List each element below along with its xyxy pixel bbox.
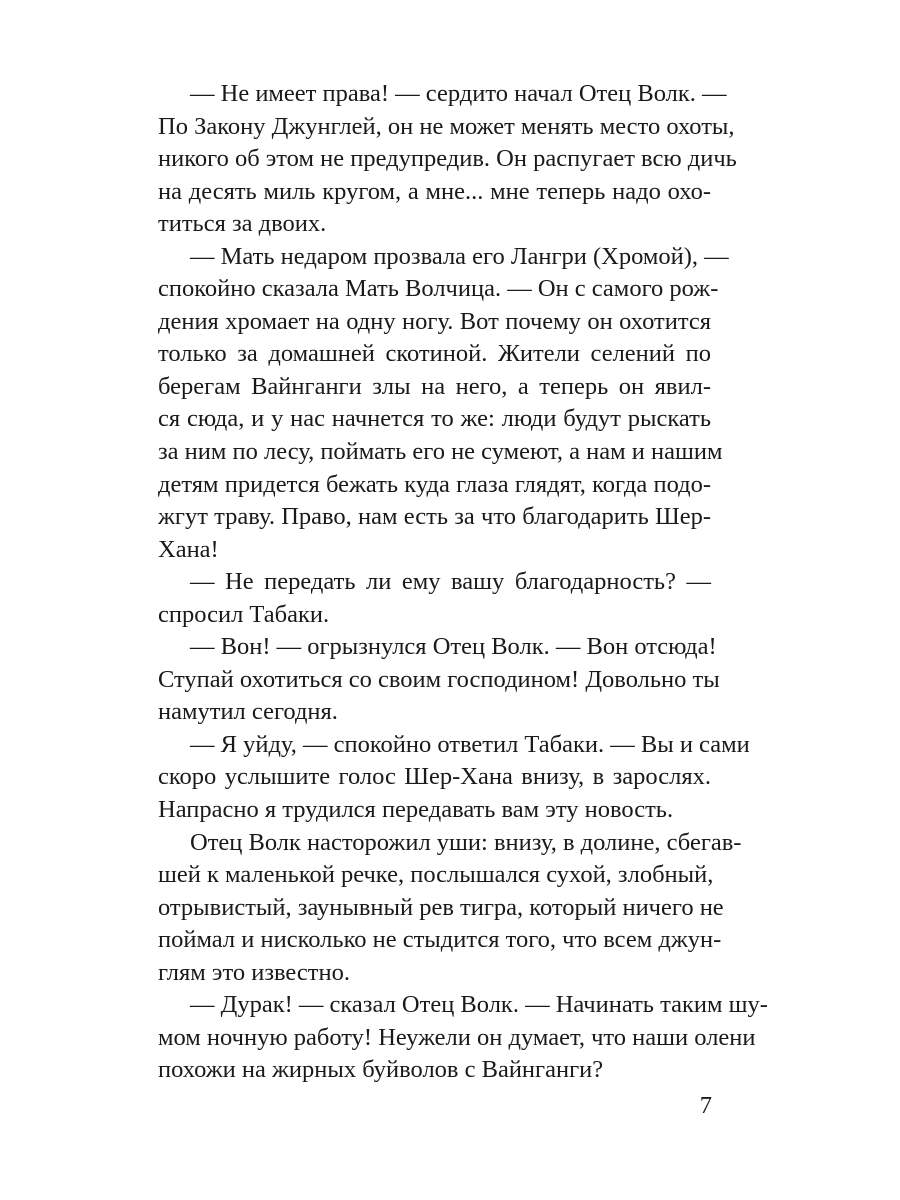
- text-line: — Мать недаром прозвала его Лангри (Хромой), —: [190, 242, 729, 270]
- text-line: за ним по лесу, поймать его не сумеют, а нам и нашим: [158, 438, 723, 466]
- text-line: спокойно сказала Мать Волчица. — Он с самого рож-: [158, 275, 719, 303]
- text-line: детям придется бежать куда глаза глядят, когда подо-: [158, 470, 711, 498]
- text-line: никого об этом не предупредив. Он распугает всю дичь: [158, 145, 737, 173]
- paragraph-7: [158, 989, 768, 1087]
- text-line: — Не имеет права! — сердито начал Отец Волк. —: [190, 80, 727, 107]
- text-line: отрывистый, заунывный рев тигра, который ничего не: [158, 893, 724, 921]
- text-line: глям это известно.: [158, 958, 350, 986]
- paragraph-2: [158, 241, 729, 566]
- text-line: титься за двоих.: [158, 210, 327, 238]
- paragraph-6: [158, 827, 742, 990]
- text-line: дения хромает на одну ногу. Вот почему он охотится: [158, 307, 711, 335]
- paragraph-5: [158, 729, 750, 827]
- text-line: Отец Волк насторожил уши: внизу, в долине, сбегав-: [190, 828, 742, 856]
- text-line: Хана!: [158, 535, 219, 563]
- text-line: Ступай охотиться со своим господином! Довольно ты: [158, 665, 720, 693]
- text-line: — Дурак! — сказал Отец Волк. — Начинать таким шу-: [190, 991, 768, 1019]
- page-number: 7: [699, 1092, 712, 1119]
- text-line: Напрасно я трудился передавать вам эту новость.: [158, 796, 674, 824]
- text-line: похожи на жирных буйволов с Вайнганги?: [158, 1056, 604, 1084]
- text-line: — Я уйду, — спокойно ответил Табаки. — Вы и сами: [190, 730, 750, 758]
- text-line: поймал и нисколько не стыдится того, что всем джун-: [158, 926, 722, 954]
- text-line: ся сюда, и у нас начнется то же: люди будут рыскать: [158, 405, 711, 433]
- text-line: По Закону Джунглей, он не может менять место охоты,: [158, 112, 735, 140]
- text-line: — Вон! — огрызнулся Отец Волк. — Вон отсюда!: [190, 633, 717, 661]
- paragraph-3: [158, 566, 711, 631]
- text-line: — Не передать ли ему вашу благодарность? —: [190, 568, 711, 596]
- text-line: на десять миль кругом, а мне... мне теперь надо охо-: [158, 177, 711, 205]
- text-line: шей к маленькой речке, послышался сухой, злобный,: [158, 861, 714, 889]
- paragraph-4: [158, 631, 720, 729]
- text-line: спросил Табаки.: [158, 600, 330, 628]
- text-line: намутил сегодня.: [158, 698, 338, 726]
- paragraph-1: [158, 78, 737, 241]
- text-line: только за домашней скотиной. Жители селений по: [158, 340, 711, 368]
- text-line: жгут траву. Право, нам есть за что благодарить Шер-: [158, 503, 711, 531]
- text-line: берегам Вайнганги злы на него, а теперь он явил-: [158, 372, 711, 400]
- book-page-text: [158, 78, 768, 1087]
- text-line: мом ночную работу! Неужели он думает, что наши олени: [158, 1023, 756, 1051]
- text-line: скоро услышите голос Шер-Хана внизу, в зарослях.: [158, 763, 711, 791]
